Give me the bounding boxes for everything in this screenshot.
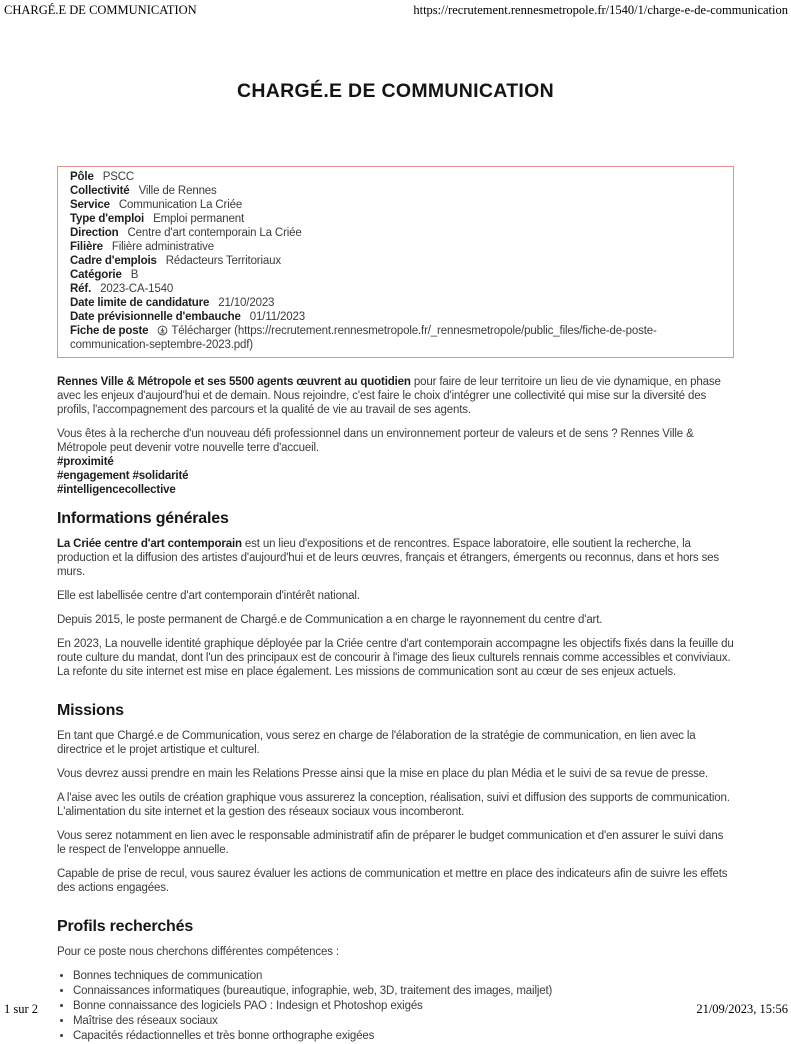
missions-paragraph: Vous serez notamment en lien avec le responsable administratif afin de préparer le budget communication et d'en assurer le suivi dans le respect de l'enveloppe annuelle.	[57, 830, 724, 856]
info-row-filiere	[70, 240, 721, 254]
intro-text: pour faire de leur territoire un lieu de vie dynamique, en phase avec les enjeux d'aujourd'hui et de demain. Nous rejoindre, c'est faire le choix d'intégrer une collectivité qui mise sur la diversité des profils, l'accompagnement des parcours et la qualité de vie au travail de ses agents.	[57, 376, 721, 416]
info-label: Service	[70, 199, 110, 211]
infos-paragraph-4: En 2023, La nouvelle identité graphique déployée par la Criée centre d'art contemporain accompagne les objectifs fixés dans la feuille du route culture du mandat, dont l'un des principaux est de concourir à l'image des lieux culturels rennais comme accessibles et conviviaux. La refonte du site internet est mise en place également. Les missions de communication sont au cœur de ses enjeux actuels.	[57, 638, 734, 678]
bullet-item: • Bonne connaissance des logiciels PAO : Indesign et Photoshop exigés	[73, 999, 734, 1013]
info-row-date-embauche	[70, 310, 721, 324]
info-label: Collectivité	[70, 185, 130, 197]
info-row-pole	[70, 170, 721, 184]
job-info-box	[57, 166, 734, 358]
missions-paragraph: Capable de prise de recul, vous saurez évaluer les actions de communication et mettre en place des indicateurs afin de suivre les effets des actions engagées.	[57, 868, 728, 894]
bullet-item: • Maîtrise des réseaux sociaux	[73, 1014, 734, 1028]
hashtag-line: #engagement #solidarité	[57, 470, 189, 482]
info-value: Rédacteurs Territoriaux	[165, 255, 281, 267]
download-circle-icon	[157, 325, 168, 336]
info-label: Direction	[70, 227, 119, 239]
print-header-url: https://recrutement.rennesmetropole.fr/1540/1/charge-e-de-communication	[413, 3, 788, 17]
infos-paragraph-2: Elle est labellisée centre d'art contemporain d'intérêt national.	[57, 590, 360, 602]
info-value: Emploi permanent	[153, 213, 244, 225]
info-label: Date prévisionnelle d'embauche	[70, 311, 241, 323]
info-row-service	[70, 198, 721, 212]
info-label: Date limite de candidature	[70, 297, 210, 309]
profils-intro: Pour ce poste nous cherchons différentes compétences :	[57, 946, 339, 958]
info-value: Filière administrative	[111, 241, 214, 253]
print-footer	[4, 1002, 788, 1017]
infos-bold-lead: La Criée centre d'art contemporain	[57, 538, 242, 550]
infos-paragraph-3: Depuis 2015, le poste permanent de Chargé.e de Communication a en charge le rayonnement du centre d'art.	[57, 614, 603, 626]
info-label: Pôle	[70, 171, 94, 183]
info-row-type-emploi	[70, 212, 721, 226]
info-label: Filière	[70, 241, 103, 253]
info-row-date-limite	[70, 296, 721, 310]
section-heading-profils-recherches: Profils recherchés	[57, 918, 194, 935]
info-value: Centre d'art contemporain La Criée	[127, 227, 302, 239]
info-value: B	[130, 269, 139, 281]
info-value: Communication La Criée	[118, 199, 243, 211]
info-row-ref	[70, 282, 721, 296]
intro-paragraph-1	[57, 375, 734, 417]
infos-text: est un lieu d'expositions et de rencontres. Espace laboratoire, elle soutient la recherche, la production et la diffusion des artistes d'aujourd'hui et de leurs œuvres, français et étrangers, émergents ou reconnus, dans et hors ses murs.	[57, 538, 720, 578]
info-value: 21/10/2023	[218, 297, 275, 309]
missions-paragraph: En tant que Chargé.e de Communication, vous serez en charge de l'élaboration de la stratégie de communication, en lien avec la directrice et le projet artistique et culturel.	[57, 730, 696, 756]
bullet-item: • Capacités rédactionnelles et très bonne orthographe exigées	[73, 1029, 734, 1043]
intro-paragraph-2: Vous êtes à la recherche d'un nouveau défi professionnel dans un environnement porteur de valeurs et de sens ? Rennes Ville & Métropole peut devenir votre nouvelle terre d'accueil.	[57, 428, 694, 454]
info-value	[70, 325, 657, 351]
info-label: Type d'emploi	[70, 213, 145, 225]
info-label: Cadre d'emplois	[70, 255, 157, 267]
infos-paragraph-1	[57, 537, 734, 579]
print-header-title: CHARGÉ.E DE COMMUNICATION	[4, 3, 197, 17]
info-value: 2023-CA-1540	[100, 283, 174, 295]
print-footer-page-number: 1 sur 2	[4, 1002, 39, 1016]
info-row-direction	[70, 226, 721, 240]
job-posting-content	[57, 166, 734, 1044]
bullet-item: • Bonnes techniques de communication	[73, 969, 734, 983]
info-label: Réf.	[70, 283, 92, 295]
hashtag-line: #proximité	[57, 456, 114, 468]
section-heading-missions: Missions	[57, 702, 124, 719]
info-row-cadre-emplois	[70, 254, 721, 268]
section-heading-informations-generales: Informations générales	[57, 510, 229, 527]
hashtag-block	[57, 455, 734, 497]
info-label: Fiche de poste	[70, 325, 149, 337]
missions-paragraph: A l'aise avec les outils de création graphique vous assurerez la conception, réalisation, suivi et diffusion des supports de communication. L'alimentation du site internet et la gestion des réseaux sociaux vous incomberont.	[57, 792, 730, 818]
hashtag-line: #intelligencecollective	[57, 484, 176, 496]
info-row-collectivite	[70, 184, 721, 198]
missions-paragraph: Vous devrez aussi prendre en main les Relations Presse ainsi que la mise en place du plan Média et le suivi de sa revue de presse.	[57, 768, 709, 780]
info-row-categorie	[70, 268, 721, 282]
fiche-download-link[interactable]: Télécharger (https://recrutement.rennesmetropole.fr/_rennesmetropole/public_files/fiche-de-poste-communication-septembre-2023.pdf)	[70, 325, 657, 351]
info-label: Catégorie	[70, 269, 122, 281]
bullet-item: • Connaissances informatiques (bureautique, infographie, web, 3D, traitement des images, mailjet)	[73, 984, 734, 998]
info-value: Ville de Rennes	[138, 185, 217, 197]
intro-bold-lead: Rennes Ville & Métropole et ses 5500 agents œuvrent au quotidien	[57, 376, 411, 388]
info-row-fiche-de-poste	[70, 324, 721, 352]
print-header	[4, 3, 788, 18]
page-title: CHARGÉ.E DE COMMUNICATION	[237, 80, 554, 102]
print-footer-datetime: 21/09/2023, 15:56	[696, 1002, 788, 1016]
info-value: PSCC	[102, 171, 135, 183]
info-value: 01/11/2023	[249, 311, 305, 323]
